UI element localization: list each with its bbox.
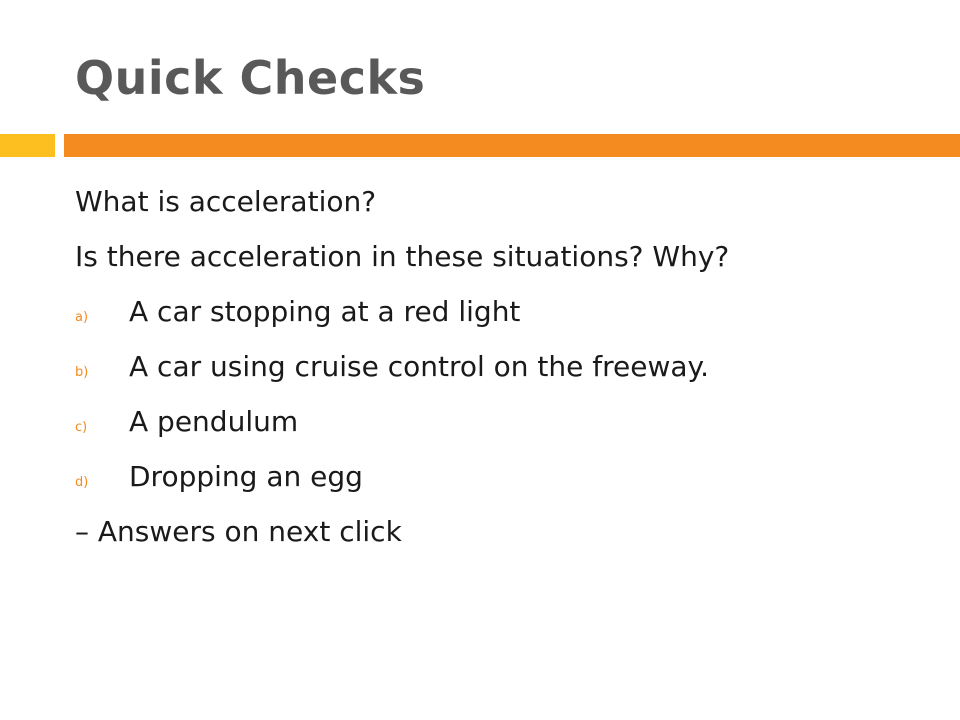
list-marker: c) [75, 420, 88, 435]
list-marker: b) [75, 365, 89, 380]
list-marker: d) [75, 475, 89, 490]
list-item-text: A car using cruise control on the freeway. [129, 350, 710, 383]
list-item-text: Dropping an egg [129, 460, 363, 493]
list-item [75, 288, 945, 343]
list-item-text: A car stopping at a red light [129, 295, 521, 328]
list-marker: a) [75, 310, 89, 325]
question-line: Is there acceleration in these situations? Why? [75, 240, 730, 273]
slide-body [75, 178, 945, 563]
list-item [75, 343, 945, 398]
footer-note: – Answers on next click [75, 515, 402, 548]
accent-bar-orange [64, 134, 960, 157]
accent-bar-yellow [0, 134, 55, 157]
list-item [75, 398, 945, 453]
slide-title: Quick Checks [75, 51, 426, 105]
list-item-text: A pendulum [129, 405, 299, 438]
question-line: What is acceleration? [75, 185, 377, 218]
list-item [75, 453, 945, 508]
